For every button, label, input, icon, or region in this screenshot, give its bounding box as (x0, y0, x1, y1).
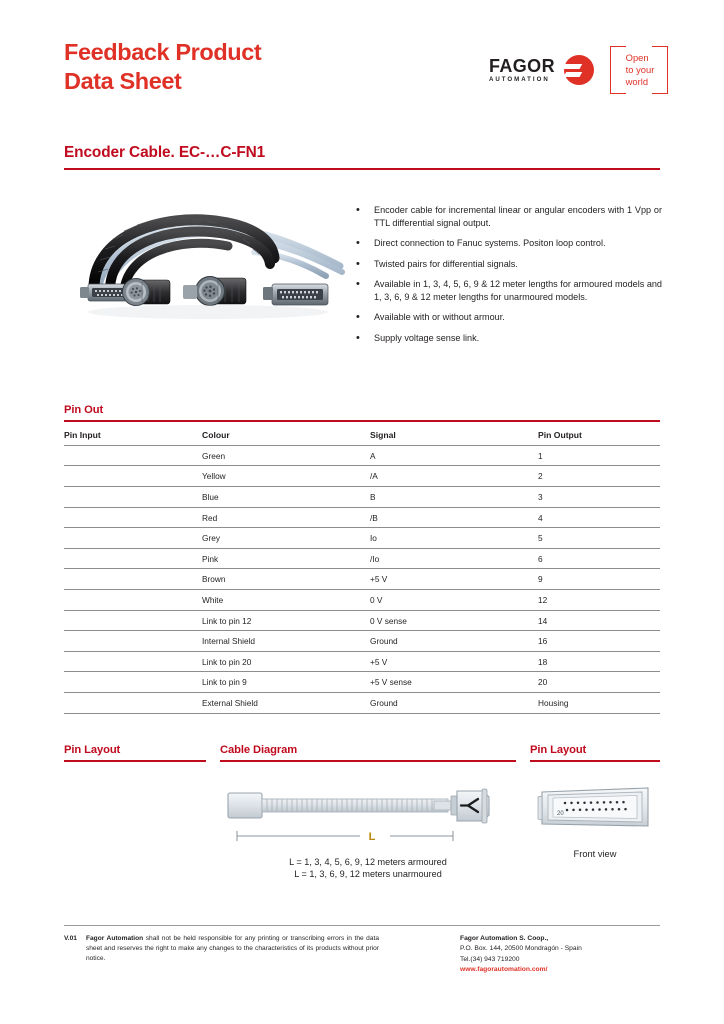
table-row (64, 445, 660, 466)
cell-colour: Link to pin 12 (202, 610, 370, 631)
footer-disclaimer-rest: shall not be held responsible for any printing or transcribing errors in the data sheet and reserves the right to make any changes to the characteristics of its products without prior notice. (85, 935, 380, 963)
cell-pin-input (64, 548, 202, 569)
table-row (64, 651, 660, 672)
cell-pin-output: 9 (538, 569, 660, 590)
cell-colour: Internal Shield (202, 631, 370, 652)
cell-colour: Link to pin 9 (202, 672, 370, 693)
footer-contact-block (460, 934, 660, 975)
cable-diagram-figure (220, 784, 516, 850)
pin-layout-right-heading: Pin Layout (530, 744, 587, 756)
cell-colour: Pink (202, 548, 370, 569)
cable-diagram-section (220, 744, 516, 881)
product-title-block (64, 144, 660, 170)
cable-length-note-line1: L = 1, 3, 4, 5, 6, 9, 12 meters armoured (289, 856, 447, 867)
cell-signal: Io (370, 528, 538, 549)
cell-colour: Brown (202, 569, 370, 590)
cell-signal: 0 V (370, 590, 538, 611)
corner-top-left-icon (610, 46, 626, 62)
corner-bottom-right-icon (652, 78, 668, 94)
pin-layout-right-rule (530, 760, 660, 762)
cell-pin-output: 5 (538, 528, 660, 549)
pin-count-label: 20 (557, 810, 564, 817)
feature-item: • Encoder cable for incremental linear or angular encoders with 1 Vpp or TTL differential signal output. (350, 204, 662, 230)
cell-pin-input (64, 466, 202, 487)
table-row (64, 548, 660, 569)
cell-colour: External Shield (202, 693, 370, 714)
fagor-logo-subtitle: AUTOMATION (488, 75, 550, 83)
page-header (0, 0, 724, 125)
cell-pin-input (64, 590, 202, 611)
column-header-signal: Signal (370, 426, 538, 446)
cell-pin-input (64, 507, 202, 528)
tagline-box (610, 46, 668, 94)
cell-pin-input (64, 651, 202, 672)
cell-pin-output: Housing (538, 693, 660, 714)
cell-pin-input (64, 445, 202, 466)
connector-front-view-figure (530, 784, 660, 836)
cell-signal: Ground (370, 631, 538, 652)
document-title (64, 38, 261, 95)
table-row (64, 672, 660, 693)
table-row (64, 487, 660, 508)
footer-address: P.O. Box. 144, 20500 Mondragón - Spain (460, 945, 582, 953)
document-version: V.01 (64, 934, 77, 942)
cell-pin-input (64, 610, 202, 631)
cell-colour: Yellow (202, 466, 370, 487)
table-row (64, 693, 660, 714)
fagor-wordmark (489, 57, 555, 83)
footer-phone: Tel.(34) 943 719200 (460, 955, 520, 963)
cell-colour: Blue (202, 487, 370, 508)
cell-signal: +5 V (370, 651, 538, 672)
table-header-row (64, 426, 660, 446)
tagline-line1: Open (625, 51, 649, 63)
document-title-line1: Feedback Product (64, 39, 262, 65)
table-row (64, 507, 660, 528)
footer-disclaimer-text (86, 934, 379, 975)
cell-pin-output: 1 (538, 445, 660, 466)
corner-bottom-left-icon (610, 78, 626, 94)
cell-signal: +5 V sense (370, 672, 538, 693)
cell-colour: Grey (202, 528, 370, 549)
cell-pin-output: 2 (538, 466, 660, 487)
table-row (64, 610, 660, 631)
cell-signal: 0 V sense (370, 610, 538, 631)
tagline-box-right-edge (667, 46, 668, 94)
cell-pin-input (64, 693, 202, 714)
pin-layout-left-heading: Pin Layout (64, 744, 121, 756)
product-title: Encoder Cable. EC-…C-FN1 (64, 144, 266, 161)
cell-signal: /B (370, 507, 538, 528)
cell-pin-output: 14 (538, 610, 660, 631)
cable-diagram-heading: Cable Diagram (220, 744, 298, 756)
cell-pin-output: 18 (538, 651, 660, 672)
table-row (64, 466, 660, 487)
feature-list (350, 204, 662, 352)
table-row (64, 590, 660, 611)
cable-diagram-rule (220, 760, 516, 762)
cell-signal: B (370, 487, 538, 508)
footer-company-name: Fagor Automation S. Coop., (460, 935, 549, 942)
tagline-text (624, 52, 655, 88)
footer-disclaimer-block (64, 934, 379, 975)
cell-pin-input (64, 569, 202, 590)
feature-item: • Direct connection to Fanuc systems. Positon loop control. (350, 237, 662, 250)
fagor-logo (489, 46, 668, 94)
cell-pin-output: 6 (538, 548, 660, 569)
cell-colour: Link to pin 20 (202, 651, 370, 672)
feature-item: • Available with or without armour. (350, 311, 662, 324)
table-row (64, 528, 660, 549)
footer-disclaimer-company: Fagor Automation (85, 935, 144, 942)
cell-signal: /Io (370, 548, 538, 569)
tagline-box-left-edge (610, 46, 611, 94)
cell-colour: Green (202, 445, 370, 466)
cell-colour: Red (202, 507, 370, 528)
cell-pin-output: 4 (538, 507, 660, 528)
pinout-section (64, 404, 660, 714)
table-row (64, 631, 660, 652)
fagor-circle-mark-icon (564, 55, 594, 85)
tagline-line2: to your (625, 63, 655, 75)
cell-pin-output: 12 (538, 590, 660, 611)
cable-length-note-line2: L = 1, 3, 6, 9, 12 meters unarmoured (294, 869, 442, 880)
pinout-heading: Pin Out (64, 404, 104, 416)
feature-item: • Twisted pairs for differential signals. (350, 258, 662, 271)
footer-website-link[interactable]: www.fagorautomation.com/ (460, 965, 548, 973)
product-photo (58, 192, 348, 327)
feature-item: • Available in 1, 3, 4, 5, 6, 9 & 12 meter lengths for armoured models and 1, 3, 6, 9 & 12 meter lengths for unarmoured models. (350, 278, 662, 304)
column-header-pin-output: Pin Output (538, 426, 660, 446)
feature-item: • Supply voltage sense link. (350, 332, 662, 345)
pin-layout-right-section (530, 744, 660, 859)
footer-divider (64, 925, 660, 926)
front-view-caption: Front view (573, 848, 617, 859)
cell-pin-input (64, 672, 202, 693)
column-header-pin-input: Pin Input (64, 426, 202, 446)
cell-pin-output: 20 (538, 672, 660, 693)
cell-signal: +5 V (370, 569, 538, 590)
corner-top-right-icon (652, 46, 668, 62)
cell-pin-output: 16 (538, 631, 660, 652)
column-header-colour: Colour (202, 426, 370, 446)
bottom-sections (64, 744, 660, 894)
cell-pin-input (64, 528, 202, 549)
cell-signal: /A (370, 466, 538, 487)
pinout-heading-rule (64, 420, 660, 422)
page-footer (64, 934, 660, 975)
cable-length-note (220, 856, 516, 881)
pin-layout-left-rule (64, 760, 206, 762)
cell-colour: White (202, 590, 370, 611)
cell-pin-input (64, 487, 202, 508)
pin-layout-left-section (64, 744, 206, 762)
cell-pin-input (64, 631, 202, 652)
cable-length-label: L (368, 830, 376, 843)
cell-signal: A (370, 445, 538, 466)
table-row (64, 569, 660, 590)
fagor-logo-name: FAGOR (488, 55, 555, 76)
cell-signal: Ground (370, 693, 538, 714)
document-title-line2: Data Sheet (64, 67, 182, 94)
product-title-rule (64, 168, 660, 170)
cell-pin-output: 3 (538, 487, 660, 508)
pinout-table (64, 426, 660, 714)
tagline-line3: world (625, 76, 649, 88)
